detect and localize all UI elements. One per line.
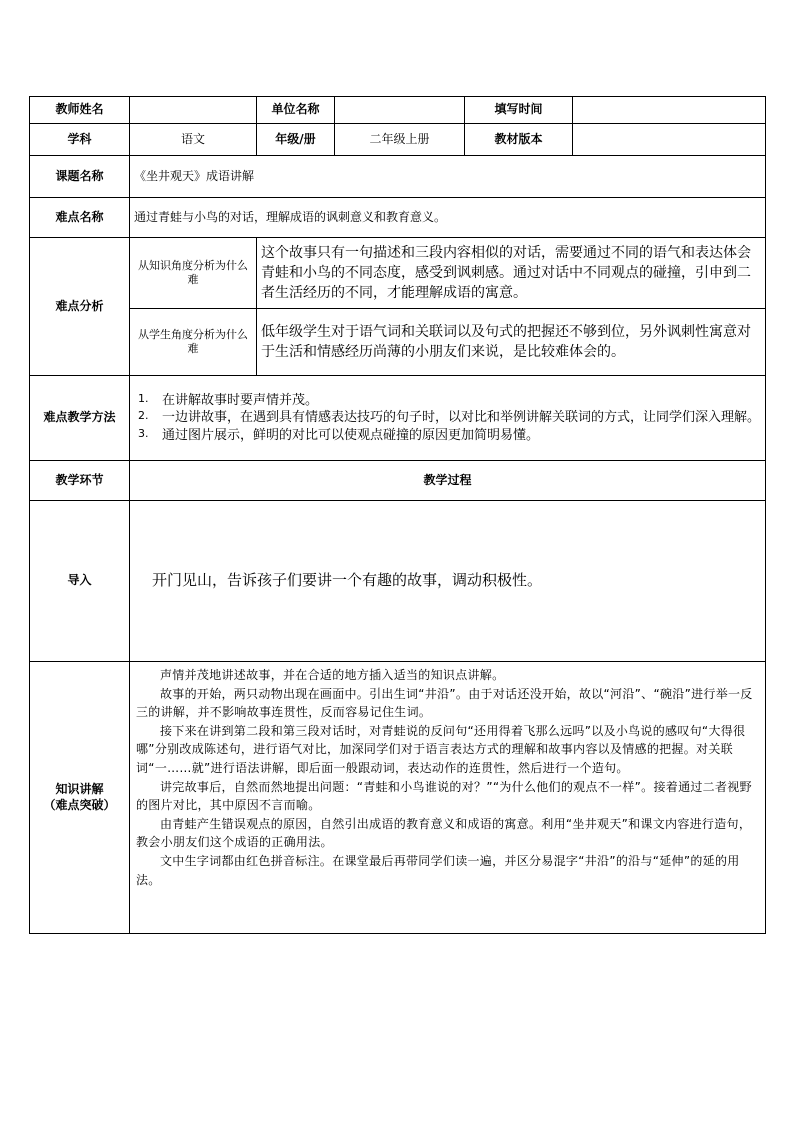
difficulty-label: 难点名称 xyxy=(30,198,130,238)
knowledge-paragraph: 接下来在讲到第二段和第三段对话时，对青蛙说的反问句“还用得着飞那么远吗”以及小鸟说的感叹句“大得很哪”分别改成陈述句，进行语气对比，加深同学们对于语言表达方式的理解和故事内容以及情感的把握。对关联词“一……就”进行语法讲解，即后面一般跟动词，表达动作的连贯性，然后进行一个造句。 xyxy=(136,723,746,775)
topic-value[interactable]: 《坐井观天》成语讲解 xyxy=(130,156,766,198)
methods-cell[interactable] xyxy=(130,376,766,461)
intro-row xyxy=(30,501,766,662)
grade-label: 年级/册 xyxy=(257,124,335,156)
method-item xyxy=(134,427,761,445)
knowledge-angle-label: 从知识角度分析为什么难 xyxy=(130,238,257,309)
fill-time-field[interactable] xyxy=(573,97,766,124)
topic-label: 课题名称 xyxy=(30,156,130,198)
method-number: 3. xyxy=(138,426,149,440)
difficulty-row xyxy=(30,198,766,238)
knowledge-row xyxy=(30,662,766,934)
analysis-student-row xyxy=(30,309,766,376)
method-item xyxy=(134,409,761,427)
intro-label: 导入 xyxy=(30,501,130,662)
analysis-knowledge-row xyxy=(30,238,766,309)
methods-label: 难点教学方法 xyxy=(30,376,130,461)
methods-row xyxy=(30,376,766,461)
knowledge-paragraph: 声情并茂地讲述故事，并在合适的地方插入适当的知识点讲解。 xyxy=(160,668,505,682)
knowledge-angle-text[interactable]: 这个故事只有一句描述和三段内容相似的对话，需要通过不同的语气和表达体会青蛙和小鸟的不同态度，感受到讽刺感。通过对话中不同观点的碰撞，引申到二者生活经历的不同，才能理解成语的寓意。 xyxy=(257,238,766,309)
subject-label: 学科 xyxy=(30,124,130,156)
knowledge-content[interactable] xyxy=(130,662,766,934)
teacher-name-field[interactable] xyxy=(130,97,257,124)
method-item xyxy=(134,392,761,410)
methods-list xyxy=(134,392,761,445)
edition-label: 教材版本 xyxy=(465,124,573,156)
method-text: 在讲解故事时要声情并茂。 xyxy=(162,392,319,408)
subject-value[interactable]: 语文 xyxy=(130,124,257,156)
fill-time-label: 填写时间 xyxy=(465,97,573,124)
unit-name-label: 单位名称 xyxy=(257,97,335,124)
knowledge-paragraph: 文中生字词都由红色拼音标注。在课堂最后再带同学们读一遍，并区分易混字“井沿”的沿与“延伸”的延的用法。 xyxy=(136,853,740,887)
method-number: 1. xyxy=(138,391,149,405)
unit-name-field[interactable] xyxy=(335,97,465,124)
teacher-name-label: 教师姓名 xyxy=(30,97,130,124)
knowledge-paragraph: 由青蛙产生错误观点的原因，自然引出成语的教育意义和成语的寓意。利用“坐井观天”和课文内容进行造句，教会小朋友们这个成语的正确用法。 xyxy=(136,816,752,850)
knowledge-sublabel: （难点突破） xyxy=(43,797,116,812)
edition-value[interactable] xyxy=(573,124,766,156)
method-number: 2. xyxy=(138,409,149,423)
teaching-stage-header: 教学环节 xyxy=(30,461,130,501)
method-text: 一边讲故事，在遇到具有情感表达技巧的句子时，以对比和举例讲解关联词的方式，让同学们深入理解。 xyxy=(162,410,761,426)
header-row-2 xyxy=(30,124,766,156)
knowledge-paragraph: 故事的开始，两只动物出现在画面中。引出生词“井沿”。由于对话还没开始，故以“河沿”、“碗沿”进行举一反三的讲解，并不影响故事连贯性，反而容易记住生词。 xyxy=(136,686,753,720)
grade-value[interactable]: 二年级上册 xyxy=(335,124,465,156)
knowledge-label-cell xyxy=(30,662,130,934)
lesson-form-table xyxy=(29,96,766,934)
knowledge-paragraph: 讲完故事后，自然而然地提出问题：“青蛙和小鸟谁说的对？”“为什么他们的观点不一样”。接着通过二者视野的图片对比，其中原因不言而喻。 xyxy=(136,779,752,813)
method-text: 通过图片展示，鲜明的对比可以使观点碰撞的原因更加简明易懂。 xyxy=(162,427,540,443)
header-row-1 xyxy=(30,97,766,124)
knowledge-label: 知识讲解 xyxy=(55,781,104,796)
topic-row xyxy=(30,156,766,198)
student-angle-label: 从学生角度分析为什么难 xyxy=(130,309,257,376)
analysis-label: 难点分析 xyxy=(30,238,130,376)
process-header-row xyxy=(30,461,766,501)
teaching-process-header: 教学过程 xyxy=(130,461,766,501)
student-angle-text[interactable]: 低年级学生对于语气词和关联词以及句式的把握还不够到位，另外讽刺性寓意对于生活和情感经历尚薄的小朋友们来说，是比较难体会的。 xyxy=(257,309,766,376)
difficulty-value[interactable]: 通过青蛙与小鸟的对话，理解成语的讽刺意义和教育意义。 xyxy=(130,198,766,238)
intro-text[interactable]: 开门见山，告诉孩子们要讲一个有趣的故事，调动积极性。 xyxy=(130,501,766,662)
